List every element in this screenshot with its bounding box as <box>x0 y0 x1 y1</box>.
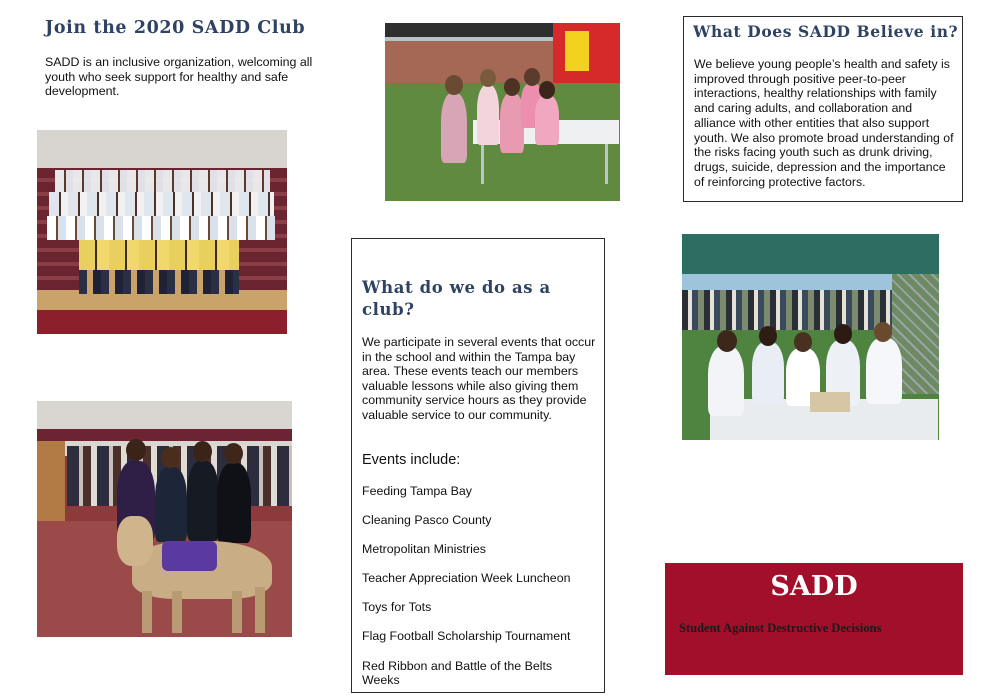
sadd-subtitle: Student Against Destructive Decisions <box>679 621 882 635</box>
club-body: We participate in several events that occur in the school and within the Tampa bay area. These events teach our members valuable lessons while also giving them community service hours as they provide valuable service to our community. <box>362 335 596 422</box>
events-heading: Events include: <box>362 452 461 468</box>
event-item: Teacher Appreciation Week Luncheon <box>362 571 571 585</box>
believe-box <box>683 16 963 202</box>
club-title-line1: What do we do as a <box>362 278 551 297</box>
event-item: Metropolitan Ministries <box>362 542 486 556</box>
pony-photo <box>37 401 292 637</box>
believe-title: What Does SADD Believe in? <box>693 22 959 41</box>
event-item: Cleaning Pasco County <box>362 513 492 527</box>
event-item: Toys for Tots <box>362 600 432 614</box>
group-photo <box>37 130 287 334</box>
join-title: Join the 2020 SADD Club <box>45 18 306 38</box>
table-event-photo <box>385 23 620 201</box>
canopy-photo <box>682 234 939 440</box>
club-box <box>351 238 605 693</box>
believe-body: We believe young people’s health and safety is improved through positive peer-to-peer interactions, healthy relationships with family and caring adults, and collaboration and alliance with other entities that also support youth. We also promote broad understanding of the risks facing youth such as drunk driving, drugs, suicide, depression and the importance of reinforcing protective factors. <box>694 57 954 189</box>
event-item: Red Ribbon and Battle of the Belts Weeks <box>362 659 553 687</box>
event-item: Feeding Tampa Bay <box>362 484 472 498</box>
sadd-banner <box>665 563 963 675</box>
intro-text: SADD is an inclusive organization, welcoming all youth who seek support for healthy and safe development. <box>45 55 313 99</box>
event-item: Flag Football Scholarship Tournament <box>362 629 571 643</box>
sadd-title: SADD <box>770 571 858 602</box>
club-title-line2: club? <box>362 300 415 319</box>
